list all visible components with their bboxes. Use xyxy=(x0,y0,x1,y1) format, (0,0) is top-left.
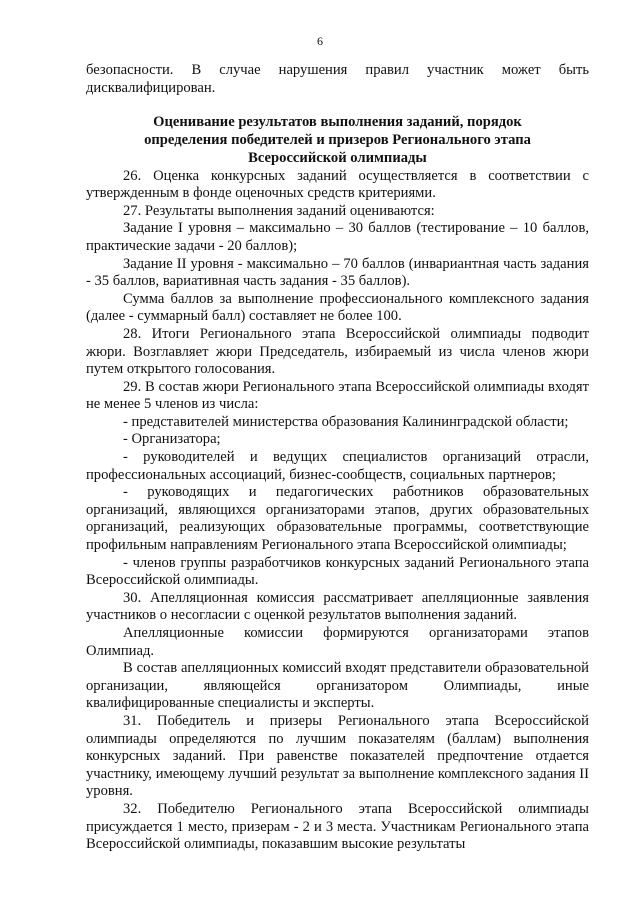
page-number: 6 xyxy=(317,34,323,48)
section-heading-line: Всероссийской олимпиады xyxy=(248,149,427,166)
paragraph-appeal-composition: В состав апелляционных комиссий входят представители образовательной организации, являющейся организатором Олимпиады, иные квалифицированные специалисты и эксперты. xyxy=(86,660,589,712)
list-item-organizer: - Организатора; xyxy=(123,431,221,448)
section-heading-line: определения победителей и призеров Регионального этапа xyxy=(144,131,531,148)
list-item-task-developers: - членов группы разработчиков конкурсных заданий Регионального этапа Всероссийской олимпиады. xyxy=(86,554,589,589)
paragraph-32: 32. Победителю Регионального этапа Всероссийской олимпиады присуждается 1 место, призерам - 2 и 3 места. Участникам Регионального этапа Всероссийской олимпиады, показавшим высокие результаты xyxy=(86,800,589,853)
paragraph-level-1-task: Задание I уровня – максимально – 30 баллов (тестирование – 10 баллов, практические задачи - 20 баллов); xyxy=(86,220,589,254)
paragraph-30: 30. Апелляционная комиссия рассматривает апелляционные заявления участников о несогласии с оценкой результатов выполнения заданий. xyxy=(86,589,589,624)
section-heading xyxy=(86,114,589,167)
paragraph-27: 27. Результаты выполнения заданий оцениваются: xyxy=(123,202,435,219)
paragraph-appeal-commissions: Апелляционные комиссии формируются организаторами этапов Олимпиад. xyxy=(86,625,589,659)
document-body xyxy=(86,62,589,854)
paragraph-level-2-task: Задание II уровня - максимально – 70 баллов (инвариантная часть задания - 35 баллов, вариативная часть задания - 35 баллов). xyxy=(86,255,589,290)
list-item-industry-specialists: - руководителей и ведущих специалистов организаций отрасли, профессиональных ассоциаций, бизнес-сообществ, социальных партнеров; xyxy=(86,449,589,483)
paragraph-31: 31. Победитель и призеры Регионального этапа Всероссийской олимпиады определяются по лучшим показателям (баллам) выполнения конкурсных заданий. При равенстве показателей предпочтение отдается участнику, имеющему лучший результат за выполнение комплексного задания II уровня. xyxy=(86,712,589,800)
list-item-ministry: - представителей министерства образования Калининградской области; xyxy=(123,413,569,430)
paragraph-28: 28. Итоги Регионального этапа Всероссийской олимпиады подводит жюри. Возглавляет жюри Председатель, избираемый из числа членов жюри путем открытого голосования. xyxy=(86,325,589,378)
paragraph-26: 26. Оценка конкурсных заданий осуществляется в соответствии с утвержденным в фонде оценочных средств критериями. xyxy=(86,167,589,202)
paragraph-total-score: Сумма баллов за выполнение профессионального комплексного задания (далее - суммарный балл) составляет не более 100. xyxy=(86,290,589,325)
list-item-educators: - руководящих и педагогических работников образовательных организаций, являющихся организаторами этапов, других образовательных организаций, реализующих образовательные программы, соответствующие профильным направлениям Регионального этапа Всероссийской олимпиады; xyxy=(86,484,589,554)
intro-paragraph: безопасности. В случае нарушения правил участник может быть дисквалифицирован. xyxy=(86,62,589,96)
paragraph-29: 29. В состав жюри Регионального этапа Всероссийской олимпиады входят не менее 5 членов из числа: xyxy=(86,378,589,413)
section-heading-line: Оценивание результатов выполнения заданий, порядок xyxy=(153,114,522,131)
